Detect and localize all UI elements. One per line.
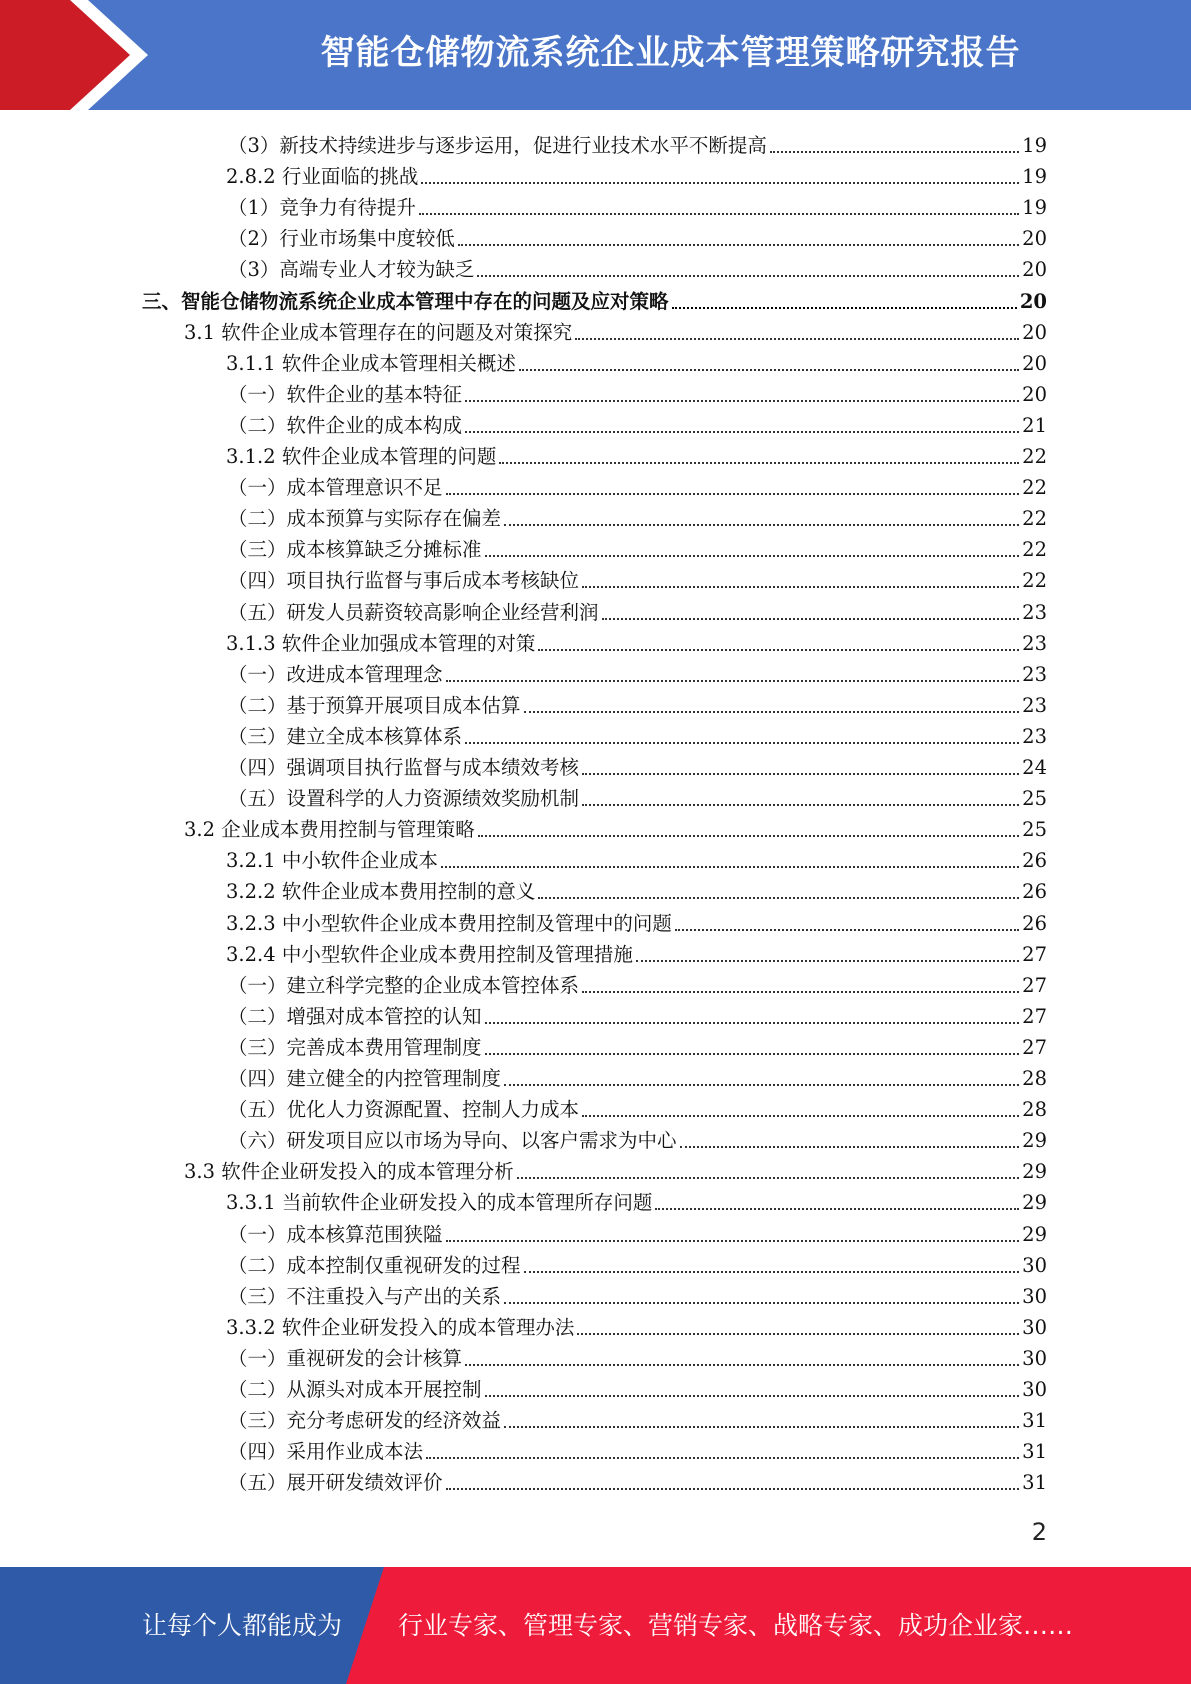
toc-dot-leader <box>458 244 1019 246</box>
toc-dot-leader <box>582 773 1019 775</box>
toc-entry-page: 27 <box>1022 942 1047 966</box>
toc-entry[interactable] <box>228 1434 1047 1465</box>
toc-entry-page: 29 <box>1022 1222 1047 1246</box>
toc-entry[interactable] <box>228 470 1047 501</box>
toc-dot-leader <box>524 1271 1020 1273</box>
toc-dot-leader <box>421 182 1019 184</box>
toc-entry[interactable] <box>228 1092 1047 1123</box>
toc-entry[interactable] <box>228 719 1047 750</box>
toc-entry-title: （一）重视研发的会计核算 <box>228 1346 463 1370</box>
toc-dot-leader <box>602 618 1020 620</box>
toc-dot-leader <box>672 307 1017 309</box>
toc-entry[interactable] <box>184 812 1047 843</box>
toc-dot-leader <box>499 462 1019 464</box>
toc-entry-title: 3.3.1 当前软件企业研发投入的成本管理所存问题 <box>226 1191 653 1215</box>
toc-entry-title: （一）成本核算范围狭隘 <box>228 1222 443 1246</box>
toc-entry[interactable] <box>226 159 1047 190</box>
toc-entry-page: 20 <box>1022 320 1047 344</box>
toc-entry-title: 3.3 软件企业研发投入的成本管理分析 <box>184 1160 514 1184</box>
toc-entry-title: （四）建立健全的内控管理制度 <box>228 1067 502 1090</box>
toc-dot-leader <box>477 275 1019 277</box>
toc-entry-page: 23 <box>1022 724 1047 748</box>
toc-entry-title: （三）不注重投入与产出的关系 <box>228 1284 502 1308</box>
toc-entry-page: 19 <box>1022 196 1047 220</box>
toc-entry[interactable] <box>228 1465 1047 1496</box>
toc-entry-title: （2）行业市场集中度较低 <box>228 227 455 251</box>
toc-dot-leader <box>675 929 1019 931</box>
toc-dot-leader <box>504 1084 1019 1086</box>
toc-entry[interactable] <box>184 1154 1047 1185</box>
toc-entry-page: 26 <box>1022 849 1047 873</box>
toc-entry-title: 3.1.2 软件企业成本管理的问题 <box>226 445 497 468</box>
toc-entry-title: （六）研发项目应以市场为导向、以客户需求为中心 <box>228 1129 677 1153</box>
toc-entry-page: 23 <box>1022 693 1047 717</box>
toc-entry-page: 30 <box>1022 1346 1047 1370</box>
toc-entry[interactable] <box>228 377 1047 408</box>
toc-dot-leader <box>465 1364 1019 1366</box>
toc-entry-page: 26 <box>1022 880 1047 904</box>
toc-dot-leader <box>446 493 1020 495</box>
toc-entry-page: 30 <box>1022 1315 1047 1339</box>
toc-entry-title: （三）建立全成本核算体系 <box>228 724 463 748</box>
toc-dot-leader <box>655 1208 1019 1210</box>
footer-banner <box>0 1567 1191 1684</box>
toc-entry[interactable] <box>226 1310 1047 1341</box>
toc-entry-title: 3.2 企业成本费用控制与管理策略 <box>184 818 475 842</box>
toc-entry-page: 22 <box>1022 569 1047 593</box>
toc-entry-page: 25 <box>1022 818 1047 842</box>
toc-entry-title: （二）增强对成本管控的认知 <box>228 1004 482 1028</box>
toc-entry[interactable] <box>228 1061 1047 1092</box>
toc-entry-title: 3.1.3 软件企业加强成本管理的对策 <box>226 631 536 655</box>
toc-entry[interactable] <box>228 532 1047 563</box>
toc-dot-leader <box>504 1426 1019 1428</box>
toc-entry[interactable] <box>228 221 1047 252</box>
toc-entry[interactable] <box>228 1372 1047 1403</box>
toc-entry-page: 27 <box>1022 1004 1047 1028</box>
toc-entry-page: 20 <box>1022 382 1047 406</box>
toc-entry-title: （一）建立科学完整的企业成本管控体系 <box>228 973 580 997</box>
toc-entry-page: 30 <box>1022 1253 1047 1277</box>
toc-entry-title: （二）成本控制仅重视研发的过程 <box>228 1253 521 1277</box>
toc-entry-title: （二）成本预算与实际存在偏差 <box>228 507 502 531</box>
toc-entry[interactable] <box>228 408 1047 439</box>
toc-entry[interactable] <box>228 688 1047 719</box>
toc-dot-leader <box>680 1146 1020 1148</box>
toc-entry[interactable] <box>226 626 1047 657</box>
toc-dot-leader <box>446 1488 1020 1490</box>
toc-dot-leader <box>485 555 1020 557</box>
toc-entry-page: 31 <box>1022 1471 1047 1495</box>
toc-entry[interactable] <box>228 781 1047 812</box>
toc-dot-leader <box>577 1333 1019 1335</box>
toc-entry-page: 20 <box>1022 258 1047 282</box>
toc-dot-leader <box>419 213 1019 215</box>
toc-entry-page: 19 <box>1022 134 1047 157</box>
toc-entry[interactable] <box>228 1341 1047 1372</box>
toc-dot-leader <box>485 1022 1020 1024</box>
toc-entry-page: 28 <box>1022 1098 1047 1122</box>
toc-entry-title: （3）新技术持续进步与逐步运用，促进行业技术水平不断提高 <box>228 134 767 157</box>
toc-dot-leader <box>426 1457 1019 1459</box>
toc-entry-page: 31 <box>1022 1409 1047 1433</box>
toc-dot-leader <box>446 680 1020 682</box>
toc-entry[interactable] <box>226 439 1047 470</box>
toc-entry-title: 3.2.3 中小型软件企业成本费用控制及管理中的问题 <box>226 911 672 935</box>
toc-entry-page: 29 <box>1022 1160 1047 1184</box>
toc-entry-page: 20 <box>1022 351 1047 375</box>
header-banner <box>0 0 1191 110</box>
toc-dot-leader <box>504 1302 1019 1304</box>
toc-entry-page: 24 <box>1022 756 1047 779</box>
toc-entry[interactable] <box>228 252 1047 283</box>
toc-dot-leader <box>582 586 1019 588</box>
toc-entry-page: 31 <box>1022 1440 1047 1464</box>
toc-entry-title: （二）从源头对成本开展控制 <box>228 1378 482 1401</box>
toc-entry[interactable] <box>228 190 1047 221</box>
toc-entry-page: 22 <box>1022 507 1047 531</box>
toc-dot-leader <box>465 742 1019 744</box>
toc-entry-title: （1）竞争力有待提升 <box>228 196 416 220</box>
toc-entry-page: 21 <box>1022 413 1047 437</box>
toc-dot-leader <box>465 400 1019 402</box>
footer-slogan-right: 行业专家、管理专家、营销专家、战略专家、成功企业家…… <box>398 1611 1074 1640</box>
toc-entry-page: 29 <box>1022 1191 1047 1215</box>
header-chevron-decoration <box>0 0 160 110</box>
toc-entry-page: 20 <box>1019 289 1047 313</box>
toc-entry[interactable] <box>228 1403 1047 1434</box>
toc-entry-title: （五）展开研发绩效评价 <box>228 1471 443 1495</box>
toc-entry[interactable] <box>226 937 1047 968</box>
toc-entry-title: 三、智能仓储物流系统企业成本管理中存在的问题及应对策略 <box>142 289 669 313</box>
toc-entry-title: 3.2.1 中小软件企业成本 <box>226 849 438 873</box>
toc-entry-page: 22 <box>1022 476 1047 500</box>
toc-entry[interactable] <box>142 284 1047 315</box>
toc-entry-page: 23 <box>1022 662 1047 686</box>
toc-entry-page: 27 <box>1022 1035 1047 1059</box>
toc-entry[interactable] <box>228 128 1047 159</box>
toc-entry[interactable] <box>228 1217 1047 1248</box>
page-number: 2 <box>1031 1518 1047 1546</box>
toc-dot-leader <box>770 151 1019 153</box>
toc-dot-leader <box>446 1240 1020 1242</box>
toc-entry[interactable] <box>228 595 1047 626</box>
toc-dot-leader <box>582 1115 1019 1117</box>
toc-entry[interactable] <box>226 843 1047 874</box>
toc-entry[interactable] <box>228 563 1047 594</box>
toc-entry-page: 26 <box>1022 911 1047 935</box>
toc-entry[interactable] <box>228 1030 1047 1061</box>
toc-dot-leader <box>582 804 1019 806</box>
toc-entry-page: 29 <box>1022 1129 1047 1153</box>
toc-entry-page: 23 <box>1022 631 1047 655</box>
toc-entry-page: 23 <box>1022 600 1047 624</box>
toc-dot-leader <box>485 1395 1020 1397</box>
toc-dot-leader <box>441 866 1019 868</box>
toc-dot-leader <box>524 711 1020 713</box>
toc-dot-leader <box>517 1177 1019 1179</box>
toc-entry-title: （三）成本核算缺乏分摊标准 <box>228 538 482 562</box>
toc-entry-title: （五）优化人力资源配置、控制人力成本 <box>228 1098 580 1122</box>
toc-entry[interactable] <box>228 1248 1047 1279</box>
toc-entry[interactable] <box>226 1185 1047 1216</box>
toc-entry-title: （四）采用作业成本法 <box>228 1440 424 1464</box>
toc-dot-leader <box>478 835 1019 837</box>
toc-dot-leader <box>636 960 1019 962</box>
toc-entry-page: 20 <box>1022 227 1047 251</box>
toc-entry-page: 28 <box>1022 1067 1047 1090</box>
toc-entry-title: 2.8.2 行业面临的挑战 <box>226 165 419 189</box>
toc-entry-title: （二）基于预算开展项目成本估算 <box>228 693 521 717</box>
toc-entry[interactable] <box>228 999 1047 1030</box>
toc-entry-title: （3）高端专业人才较为缺乏 <box>228 258 475 282</box>
toc-entry[interactable] <box>184 315 1047 346</box>
document-title: 智能仓储物流系统企业成本管理策略研究报告 <box>320 33 1021 73</box>
toc-entry-title: （四）强调项目执行监督与成本绩效考核 <box>228 756 580 779</box>
toc-dot-leader <box>538 897 1019 899</box>
toc-entry-title: 3.3.2 软件企业研发投入的成本管理办法 <box>226 1315 575 1339</box>
toc-entry-title: （五）设置科学的人力资源绩效奖励机制 <box>228 787 580 811</box>
toc-entry-title: （一）改进成本管理理念 <box>228 662 443 686</box>
toc-entry[interactable] <box>226 874 1047 905</box>
toc-entry-title: 3.1.1 软件企业成本管理相关概述 <box>226 351 516 375</box>
toc-dot-leader <box>575 338 1019 340</box>
toc-entry[interactable] <box>228 750 1047 781</box>
toc-entry[interactable] <box>228 1123 1047 1154</box>
toc-entry-page: 25 <box>1022 787 1047 811</box>
toc-entry[interactable] <box>226 346 1047 377</box>
toc-entry[interactable] <box>228 1279 1047 1310</box>
toc-entry[interactable] <box>228 657 1047 688</box>
toc-entry-page: 19 <box>1022 165 1047 189</box>
toc-entry-page: 27 <box>1022 973 1047 997</box>
toc-dot-leader <box>465 431 1019 433</box>
toc-entry[interactable] <box>226 906 1047 937</box>
toc-entry-title: （二）软件企业的成本构成 <box>228 413 463 437</box>
toc-entry-page: 30 <box>1022 1378 1047 1401</box>
toc-entry[interactable] <box>228 968 1047 999</box>
toc-entry-page: 30 <box>1022 1284 1047 1308</box>
toc-dot-leader <box>485 1053 1020 1055</box>
toc-entry-page: 22 <box>1022 538 1047 562</box>
toc-entry-title: （三）完善成本费用管理制度 <box>228 1035 482 1059</box>
toc-entry-title: （一）软件企业的基本特征 <box>228 382 463 406</box>
toc-entry-title: （四）项目执行监督与事后成本考核缺位 <box>228 569 580 593</box>
toc-entry-title: 3.1 软件企业成本管理存在的问题及对策探究 <box>184 320 573 344</box>
toc-entry-title: （五）研发人员薪资较高影响企业经营利润 <box>228 600 599 624</box>
toc-dot-leader <box>538 649 1019 651</box>
toc-entry[interactable] <box>228 501 1047 532</box>
toc-dot-leader <box>582 991 1019 993</box>
toc-entry-title: 3.2.2 软件企业成本费用控制的意义 <box>226 880 536 904</box>
toc-entry-title: （三）充分考虑研发的经济效益 <box>228 1409 502 1433</box>
toc-entry-title: 3.2.4 中小型软件企业成本费用控制及管理措施 <box>226 942 633 966</box>
toc-dot-leader <box>519 369 1019 371</box>
footer-slogan-left: 让每个人都能成为 <box>142 1611 343 1640</box>
toc-entry-title: （一）成本管理意识不足 <box>228 476 443 500</box>
toc-entry-page: 22 <box>1022 445 1047 468</box>
toc-dot-leader <box>504 524 1019 526</box>
